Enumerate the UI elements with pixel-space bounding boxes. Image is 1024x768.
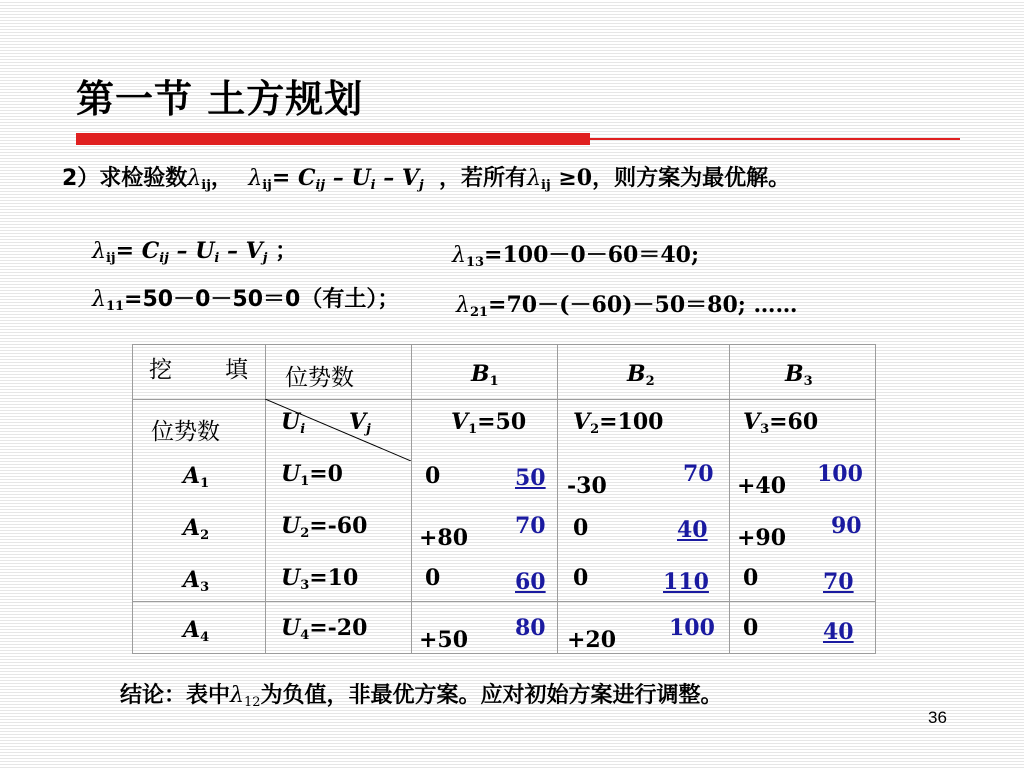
check-a4-b3: 0 [743, 615, 759, 641]
lambda-sub: 21 [469, 305, 489, 320]
formula-text: =70－(－60)－50＝80; …… [488, 292, 798, 318]
formula-lambda13 [452, 242, 700, 270]
col-divider [729, 345, 730, 653]
row-a2-label: $A_2$ [183, 515, 210, 543]
header-b2: $B_2$ [627, 361, 655, 389]
alloc-a3-b2: 110 [663, 569, 709, 595]
formula-text: =100－0－60＝40; [484, 242, 700, 268]
row-divider [133, 399, 875, 400]
v3-value: $V_3=60$ [743, 409, 819, 437]
formula-v: – V [219, 238, 263, 264]
v-sub: j [262, 251, 268, 266]
alloc-a4-b3: 40 [823, 619, 854, 645]
row-potential-label: 位势数 [151, 419, 220, 445]
row-a1-u: $U_1=0$ [281, 461, 343, 489]
title-underline-line [590, 138, 960, 140]
alloc-a4-b1: 80 [515, 615, 546, 641]
condition-tail: ≥0，则方案为最优解。 [550, 165, 791, 191]
lambda-sub: ij [541, 178, 551, 193]
formula-c: = C [115, 238, 160, 264]
row-a3-u: $U_3=10$ [281, 565, 359, 593]
alloc-a1-b1: 50 [515, 465, 546, 491]
lambda-symbol: λ [187, 166, 202, 191]
alloc-a4-b2: 100 [669, 615, 715, 641]
header-potential: 位势数 [285, 365, 354, 391]
check-a2-b1: +80 [419, 525, 469, 551]
alloc-a2-b3: 90 [831, 513, 862, 539]
formula-general [92, 238, 298, 266]
alloc-a3-b1: 60 [515, 569, 546, 595]
check-a4-b1: +50 [419, 627, 469, 653]
condition-prefix: 2）求检验数 [62, 166, 188, 191]
corner-right-label: 填 [225, 357, 248, 383]
c-sub: ij [159, 251, 169, 266]
u-label: $U_i$ [281, 409, 306, 437]
u-sub: i [214, 251, 220, 266]
slide-title: 第一节 土方规划 [76, 77, 364, 121]
conclusion-post: 为负值，非最优方案。应对初始方案进行调整。 [260, 683, 723, 708]
formula-text: =50－0－50＝0（有土）； [124, 287, 400, 312]
lambda-symbol: λ [527, 166, 542, 191]
alloc-a2-b2: 40 [677, 517, 708, 543]
lambda-symbol: λ [248, 166, 263, 191]
col-divider [265, 345, 266, 653]
lambda-sub: 13 [465, 255, 485, 270]
formula-v: – V [375, 165, 419, 191]
formula-lambda11 [92, 287, 400, 314]
col-divider [557, 345, 558, 653]
row-divider [133, 601, 875, 602]
alloc-a2-b1: 70 [515, 513, 546, 539]
formula-c: = C [271, 165, 316, 191]
conclusion-pre: 结论：表中 [120, 683, 231, 708]
page-number: 36 [928, 708, 947, 727]
lambda-symbol: λ [230, 683, 244, 708]
check-a3-b3: 0 [743, 565, 759, 591]
v2-value: $V_2=100$ [573, 409, 664, 437]
check-a3-b2: 0 [573, 565, 589, 591]
col-divider [411, 345, 412, 653]
condition-mid: ，若所有 [439, 166, 528, 191]
condition-comma: ， [210, 166, 233, 191]
corner-left-label: 挖 [149, 357, 172, 383]
check-a4-b2: +20 [567, 627, 617, 653]
condition-statement [62, 165, 791, 193]
alloc-a1-b2: 70 [683, 461, 714, 487]
c-sub: ij [315, 178, 326, 193]
lambda-sub: ij [262, 178, 272, 193]
lambda-sub: 12 [243, 695, 261, 710]
check-a2-b2: 0 [573, 515, 589, 541]
lambda-symbol: λ [92, 287, 106, 312]
check-a3-b1: 0 [425, 565, 441, 591]
row-a1-label: $A_1$ [183, 463, 210, 491]
row-a2-u: $U_2=-60$ [281, 513, 368, 541]
transport-table [132, 344, 876, 654]
v-label: $V_j$ [349, 409, 371, 437]
check-a1-b1: 0 [425, 463, 441, 489]
row-a4-u: $U_4=-20$ [281, 615, 368, 643]
lambda-symbol: λ [92, 239, 106, 264]
formula-semicolon: ； [267, 239, 298, 264]
formula-u: – U [168, 238, 215, 264]
lambda-symbol: λ [456, 293, 470, 318]
header-b3: $B_3$ [785, 361, 813, 389]
row-a3-label: $A_3$ [183, 567, 210, 595]
lambda-sub: ij [105, 251, 116, 266]
formula-u: – U [325, 165, 371, 191]
u-sub: i [370, 178, 376, 193]
check-a1-b2: -30 [567, 473, 607, 499]
lambda-sub: ij [201, 178, 211, 193]
header-b1: $B_1$ [471, 361, 499, 389]
formula-lambda21 [456, 292, 798, 320]
title-underline-bar [76, 133, 590, 145]
v-sub: j [419, 178, 424, 193]
lambda-symbol: λ [452, 243, 466, 268]
check-a2-b3: +90 [737, 525, 787, 551]
conclusion-text [120, 678, 723, 709]
row-a4-label: $A_4$ [183, 617, 210, 645]
alloc-a3-b3: 70 [823, 569, 854, 595]
check-a1-b3: +40 [737, 473, 787, 499]
alloc-a1-b3: 100 [817, 461, 863, 487]
v1-value: $V_1=50$ [451, 409, 527, 437]
lambda-sub: 11 [105, 299, 125, 314]
